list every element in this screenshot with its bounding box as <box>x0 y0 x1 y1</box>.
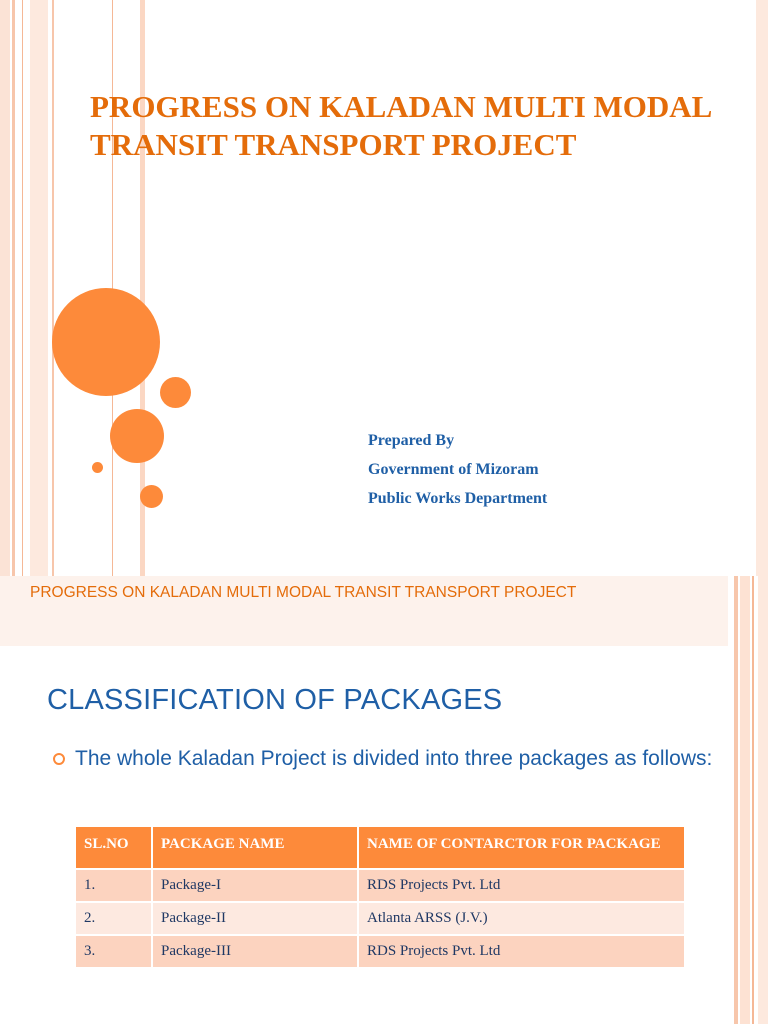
decor-stripe <box>12 0 15 576</box>
decor-stripe <box>22 0 23 576</box>
slide-title: CLASSIFICATION OF PACKAGES <box>47 684 503 716</box>
cell-package: Package-II <box>152 902 358 935</box>
cell-slno: 3. <box>76 935 152 967</box>
decor-stripe <box>30 0 48 576</box>
cell-package: Package-III <box>152 935 358 967</box>
decor-stripe <box>0 0 10 576</box>
prepared-by-dept: Public Works Department <box>368 490 548 507</box>
col-header-package: PACKAGE NAME <box>152 827 358 869</box>
table-row <box>76 935 685 967</box>
table-row <box>76 902 685 935</box>
cell-contractor: RDS Projects Pvt. Ltd <box>358 935 685 967</box>
cell-contractor: Atlanta ARSS (J.V.) <box>358 902 685 935</box>
cell-slno: 1. <box>76 869 152 902</box>
decor-circle-small <box>92 462 103 473</box>
prepared-by-label: Prepared By <box>368 432 455 449</box>
decor-stripe <box>758 576 768 1024</box>
cell-package: Package-I <box>152 869 358 902</box>
col-header-contractor: NAME OF CONTARCTOR FOR PACKAGE <box>358 827 685 869</box>
decor-circle <box>110 409 164 463</box>
packages-table <box>76 827 686 967</box>
col-header-slno: SL.NO <box>76 827 152 869</box>
decor-stripe <box>756 0 768 576</box>
prepared-by-org: Government of Mizoram <box>368 461 539 478</box>
decor-stripe <box>740 576 750 1024</box>
decor-circle <box>140 485 163 508</box>
decor-circle <box>160 377 191 408</box>
bullet-text: The whole Kaladan Project is divided into three packages as follows: <box>75 747 713 770</box>
cell-contractor: RDS Projects Pvt. Ltd <box>358 869 685 902</box>
cell-slno: 2. <box>76 902 152 935</box>
table-header-row <box>76 827 685 869</box>
decor-stripe <box>52 0 54 576</box>
slide-header: PROGRESS ON KALADAN MULTI MODAL TRANSIT TRANSPORT PROJECT <box>30 584 577 601</box>
table-row <box>76 869 685 902</box>
decor-stripe <box>752 576 754 1024</box>
bullet-icon <box>53 753 65 765</box>
slide-title: PROGRESS ON KALADAN MULTI MODAL TRANSIT TRANSPORT PROJECT <box>90 89 711 162</box>
decor-stripe <box>734 576 738 1024</box>
prepared-by-block <box>368 426 547 513</box>
decor-circle-large <box>52 288 160 396</box>
content-slide <box>0 576 768 1024</box>
